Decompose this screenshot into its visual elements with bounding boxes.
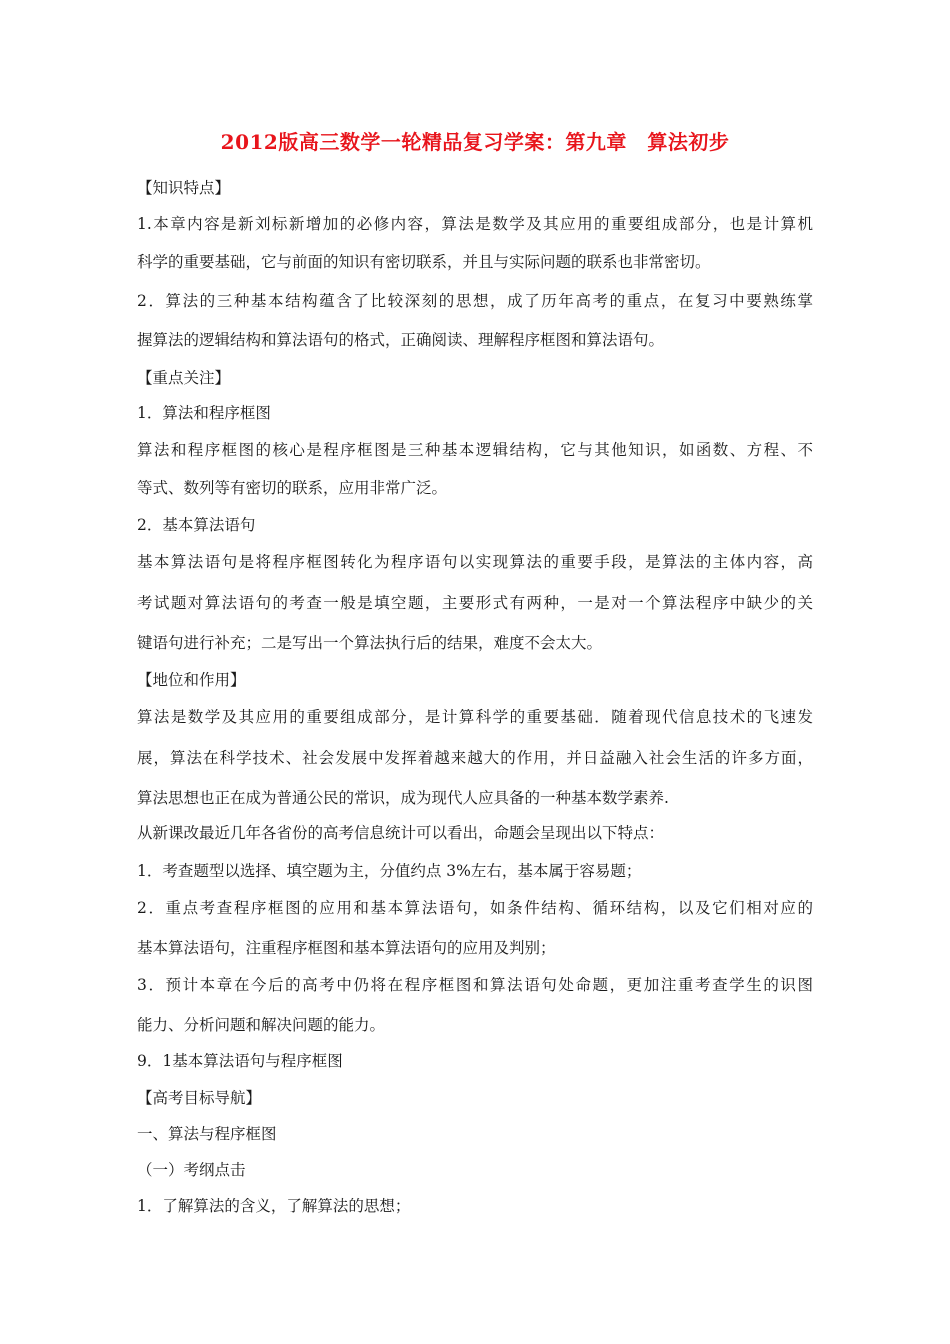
paragraph-line: 2．算法的三种基本结构蕴含了比较深刻的思想，成了历年高考的重点，在复习中要熟练掌: [137, 292, 813, 310]
paragraph-line: 算法思想也正在成为普通公民的常识，成为现代人应具备的一种基本数学素养.: [137, 789, 669, 807]
paragraph-line: 科学的重要基础，它与前面的知识有密切联系，并且与实际问题的联系也非常密切。: [137, 253, 711, 271]
paragraph-line: 展，算法在科学技术、社会发展中发挥着越来越大的作用，并日益融入社会生活的许多方面，: [137, 749, 813, 767]
subheading: 2．基本算法语句: [137, 516, 256, 534]
section-number-heading: 9．1基本算法语句与程序框图: [137, 1052, 343, 1070]
paragraph-line: 等式、数列等有密切的联系，应用非常广泛。: [137, 479, 448, 497]
paragraph-line: 1.本章内容是新刘标新增加的必修内容，算法是数学及其应用的重要组成部分，也是计算机: [137, 215, 813, 233]
section-heading-key-focus: 【重点关注】: [137, 369, 231, 387]
document-title: 2012版高三数学一轮精品复习学案：第九章 算法初步: [220, 130, 730, 154]
subheading: 一、算法与程序框图: [137, 1125, 277, 1143]
paragraph-line: 从新课改最近几年各省份的高考信息统计可以看出，命题会呈现出以下特点：: [137, 824, 665, 842]
paragraph-line: 握算法的逻辑结构和算法语句的格式，正确阅读、理解程序框图和算法语句。: [137, 331, 665, 349]
paragraph-line: 基本算法语句是将程序框图转化为程序语句以实现算法的重要手段，是算法的主体内容，高: [137, 553, 813, 571]
section-heading-knowledge-features: 【知识特点】: [137, 179, 231, 197]
paragraph-line: 算法和程序框图的核心是程序框图是三种基本逻辑结构，它与其他知识，如函数、方程、不: [137, 441, 813, 459]
list-item: 2．重点考查程序框图的应用和基本算法语句，如条件结构、循环结构，以及它们相对应的: [137, 899, 813, 917]
section-heading-role: 【地位和作用】: [137, 671, 246, 689]
paragraph-line: 基本算法语句，注重程序框图和基本算法语句的应用及判别；: [137, 939, 556, 957]
paragraph-line: 能力、分析问题和解决问题的能力。: [137, 1016, 386, 1034]
paragraph-line: 算法是数学及其应用的重要组成部分，是计算科学的重要基础．随着现代信息技术的飞速发: [137, 708, 813, 726]
section-heading-exam-goals: 【高考目标导航】: [137, 1089, 262, 1107]
list-item: 3．预计本章在今后的高考中仍将在程序框图和算法语句处命题，更加注重考查学生的识图: [137, 976, 813, 994]
list-item: 1．了解算法的含义，了解算法的思想；: [137, 1197, 411, 1215]
subheading: （一）考纲点击: [137, 1161, 246, 1179]
subheading: 1．算法和程序框图: [137, 404, 271, 422]
list-item: 1．考查题型以选择、填空题为主，分值约点 3%左右，基本属于容易题；: [137, 862, 642, 880]
paragraph-line: 考试题对算法语句的考查一般是填空题，主要形式有两种，一是对一个算法程序中缺少的关: [137, 594, 813, 612]
paragraph-line: 键语句进行补充；二是写出一个算法执行后的结果，难度不会太大。: [137, 634, 603, 652]
